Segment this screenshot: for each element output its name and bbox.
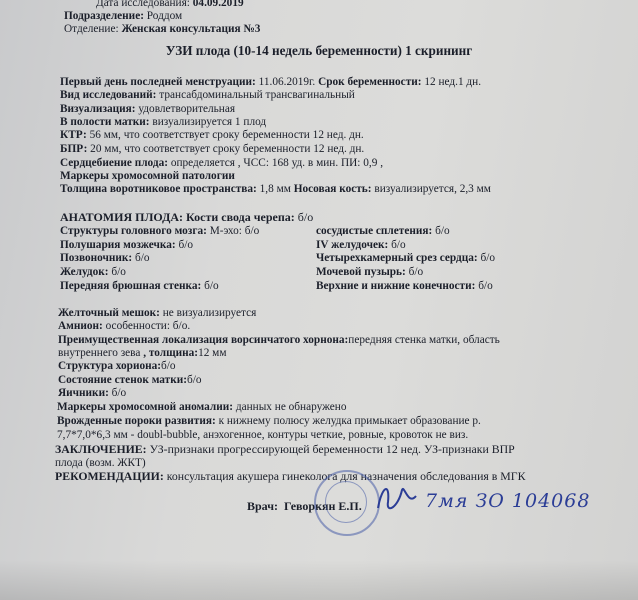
anatomy-right-3: Мочевой пузырь: б/о	[316, 266, 424, 278]
anatomy-right-4: Верхние и нижние конечности: б/о	[316, 280, 493, 292]
chromosome-markers-heading: Маркеры хромосомной патологии	[60, 170, 235, 182]
exam-type: Вид исследований: трансабдоминальный трансвагинальный	[60, 89, 355, 101]
ovaries: Яичники: б/о	[58, 387, 127, 399]
yolk-sac: Желточный мешок: не визуализируется	[58, 307, 257, 319]
doctor-signature	[372, 478, 422, 525]
recommendations: РЕКОМЕНДАЦИИ: консультация акушера гинеколога для назначения обследования в МГК	[55, 469, 526, 483]
visualization: Визуализация: удовлетворительная	[60, 103, 236, 115]
conclusion-cont: плода (возм. ЖКТ)	[55, 457, 146, 469]
uterine-walls: Состояние стенок матки:б/о	[58, 374, 202, 386]
uterine-cavity: В полости матки: визуализируется 1 плод	[60, 116, 267, 128]
anatomy-right-0: сосудистые сплетения: б/о	[316, 225, 450, 237]
handwritten-note: 7мя ЗО 104068	[425, 490, 591, 512]
stamp-seal	[314, 470, 380, 536]
branch: Отделение: Женская консультация №3	[64, 23, 261, 35]
anatomy-right-2: Четырехкамерный срез сердца: б/о	[316, 252, 496, 264]
report-title: УЗИ плода (10-14 недель беременности) 1 скрининг	[165, 43, 473, 58]
chorion-location-cont: внутреннего зева , толщина:12 мм	[58, 347, 227, 359]
page-shadow	[0, 560, 638, 600]
exam-date: Дата исследования: 04.09.2019	[96, 0, 244, 9]
anatomy-left-2: Позвоночник: б/о	[60, 252, 150, 264]
conclusion: ЗАКЛЮЧЕНИЕ: УЗ-признаки прогрессирующей беременности 12 нед. УЗ-признаки ВПР	[55, 442, 515, 456]
department: Подразделение: Роддом	[64, 10, 183, 22]
anatomy-left-3: Желудок: б/о	[60, 266, 126, 278]
anatomy-left-0: Структуры головного мозга: М-эхо: б/о	[60, 225, 260, 237]
congenital-defects-cont: 7,7*7,0*6,3 мм - doubl-bubble, анэхогенное, контуры четкие, ровные, кровоток не виз.	[57, 429, 469, 441]
anatomy-heading: АНАТОМИЯ ПЛОДА: Кости свода черепа: б/о	[60, 210, 314, 224]
ktr: КТР: 56 мм, что соответствует сроку беременности 12 нед. дн.	[60, 129, 364, 141]
lmp-line: Первый день последней менструации: 11.06.2019г. Срок беременности: 12 нед.1 дн.	[60, 76, 482, 88]
nuchal-line: Толщина воротниковое пространства: 1,8 мм Носовая кость: визуализируется, 2,3 мм	[60, 183, 491, 195]
anatomy-right-1: IV желудочек: б/о	[316, 239, 406, 251]
anomaly-markers: Маркеры хромосомной аномалии: данных не обнаружено	[57, 401, 347, 413]
anatomy-left-4: Передняя брюшная стенка: б/о	[60, 280, 219, 292]
doctor-line: Врач: Геворкян Е.П.	[247, 499, 362, 513]
amnion: Амнион: особенности: б/о.	[58, 320, 191, 332]
chorion-location: Преимущественная локализация ворсинчатого хорнона:передняя стенка матки, область	[58, 334, 500, 346]
heartbeat: Сердцебиение плода: определяется , ЧСС: 168 уд. в мин. ПИ: 0,9 ,	[60, 157, 384, 169]
anatomy-left-1: Полушария мозжечка: б/о	[60, 239, 193, 251]
bpr: БПР: 20 мм, что соответствует сроку беременности 12 нед. дн.	[60, 143, 365, 155]
congenital-defects: Врожденные пороки развития: к нижнему полюсу желудка примыкает образование р.	[57, 415, 481, 427]
chorion-structure: Структура хориона:б/о	[58, 360, 176, 372]
